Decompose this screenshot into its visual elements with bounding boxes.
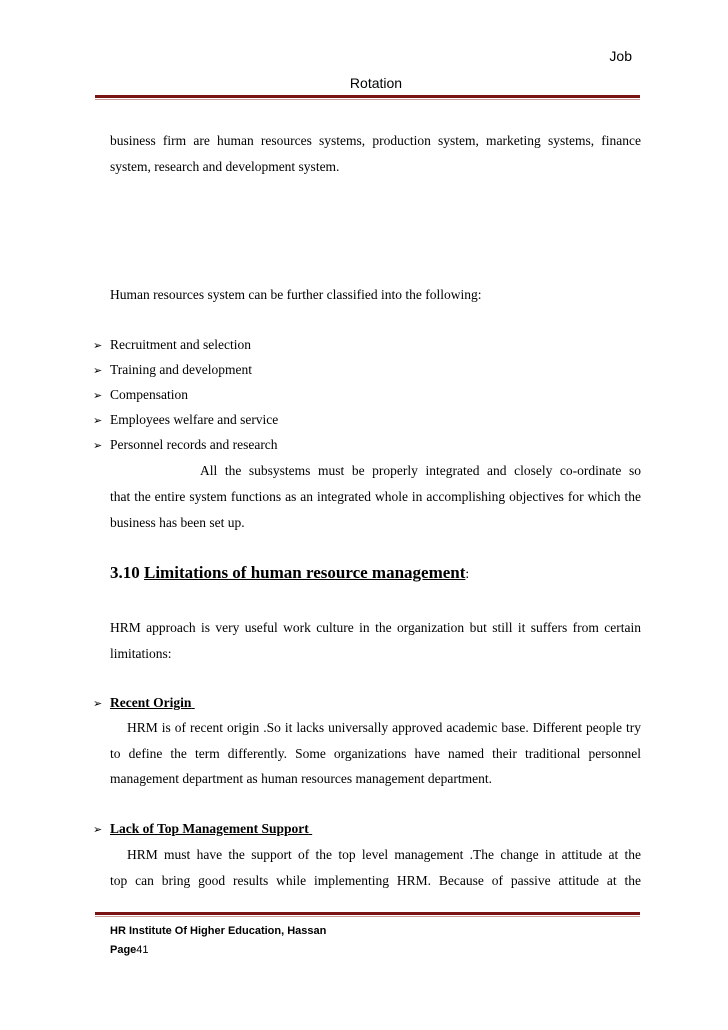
subheading-top-management: ➢ Lack of Top Management Support xyxy=(93,819,312,840)
section-colon: : xyxy=(465,566,470,581)
section-heading xyxy=(110,563,469,583)
footer-rule xyxy=(95,912,640,915)
paragraph-subsystems-first-line: All the subsystems must be properly integrated and closely co-ordinate so xyxy=(200,463,641,478)
paragraph-systems: business firm are human resources systems, production system, marketing systems, finance system, research and development system. xyxy=(110,133,641,174)
arrow-bullet-icon: ➢ xyxy=(93,823,103,836)
paragraph-subsystems: that the entire system functions as an integrated whole in accomplishing objectives for which the business has been set up. xyxy=(110,489,641,530)
footer-rule-thin xyxy=(95,916,640,917)
paragraph-hr-system: Human resources system can be further classified into the following: xyxy=(110,287,482,302)
arrow-bullet-icon: ➢ xyxy=(93,439,103,452)
paragraph-limitations-intro: HRM approach is very useful work culture in the organization but still it suffers from certain limitations: xyxy=(110,620,641,661)
paragraph-recent-origin: HRM is of recent origin .So it lacks universally approved academic base. Different people try to define the term differently. Some organizations have named their traditional personnel management department as human resources management department. xyxy=(110,720,641,786)
page-label: Page xyxy=(110,944,137,956)
arrow-bullet-icon: ➢ xyxy=(93,389,103,402)
paragraph-top-management-line2: top can bring good results while implementing HRM. Because of passive attitude at the xyxy=(110,873,641,888)
arrow-bullet-icon: ➢ xyxy=(93,414,103,427)
page-number: 41 xyxy=(136,944,149,956)
list-item: ➢ Compensation xyxy=(93,385,188,406)
arrow-bullet-icon: ➢ xyxy=(93,364,103,377)
header-rule-thin xyxy=(95,99,640,100)
list-item: ➢ Training and development xyxy=(93,360,252,381)
subheading-recent-origin: ➢ Recent Origin xyxy=(93,693,195,714)
arrow-bullet-icon: ➢ xyxy=(93,697,103,710)
footer-page xyxy=(110,944,149,956)
header-title-line2: Rotation xyxy=(349,75,403,91)
section-number: 3.10 xyxy=(110,563,140,582)
list-item: ➢ Employees welfare and service xyxy=(93,410,278,431)
header-title-line1: Job xyxy=(609,48,632,64)
paragraph-top-management-line1: HRM must have the support of the top level management .The change in attitude at the xyxy=(127,847,641,862)
list-item: ➢ Recruitment and selection xyxy=(93,335,251,356)
footer-institute: HR Institute Of Higher Education, Hassan xyxy=(110,925,327,937)
list-item: ➢ Personnel records and research xyxy=(93,435,278,456)
arrow-bullet-icon: ➢ xyxy=(93,339,103,352)
section-title: Limitations of human resource management xyxy=(144,563,466,582)
header-rule xyxy=(95,95,640,98)
